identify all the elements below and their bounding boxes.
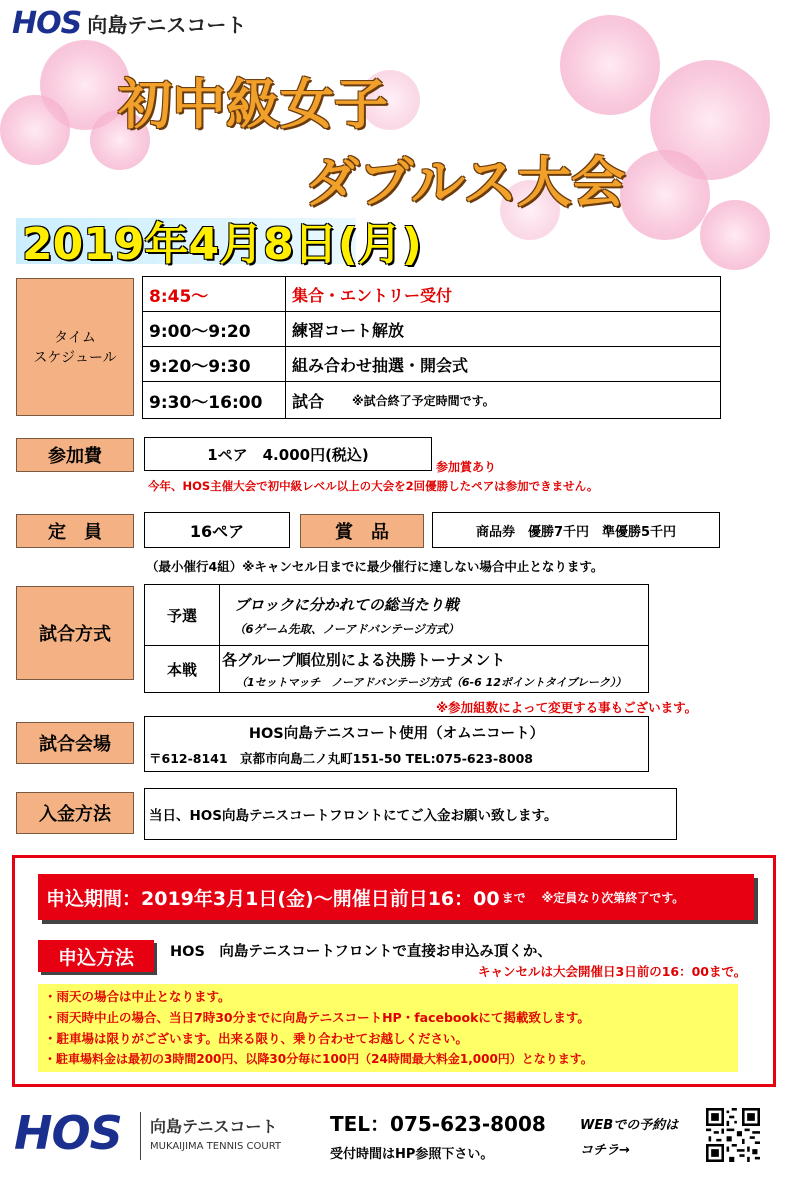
schedule-time-3: 9:20～9:30 bbox=[142, 346, 286, 382]
application-method-label: 申込方法 bbox=[38, 940, 154, 972]
schedule-time-1: 8:45～ bbox=[142, 276, 286, 312]
application-period-banner bbox=[38, 874, 754, 920]
note-item: ・駐車場は限りがございます。出来る限り、乗り合わせてお越しください。 bbox=[44, 1031, 469, 1046]
footer-web-line1: WEBでの予約は bbox=[580, 1118, 679, 1133]
footer-contact bbox=[330, 1108, 546, 1162]
header-venue-name: 向島テニスコート bbox=[87, 13, 247, 37]
header-logo bbox=[12, 6, 246, 41]
format-final-main: 各グループ順位別による決勝トーナメント bbox=[222, 650, 506, 669]
application-cancel-note: キャンセルは大会開催日3日前の16：00まで。 bbox=[478, 964, 747, 979]
title-line2: ダブルス大会 bbox=[305, 151, 626, 214]
fee-label: 参加費 bbox=[16, 438, 134, 472]
format-qual-sub: （6ゲーム先取、ノーアドバンテージ方式） bbox=[234, 621, 460, 636]
footer-hos-logo: HOS bbox=[14, 1106, 122, 1160]
format-label: 試合方式 bbox=[16, 586, 134, 680]
note-item: ・駐車場料金は最初の3時間200円、以降30分毎に100円（24時間最大料金1,000円）となります。 bbox=[44, 1052, 593, 1066]
qr-code-graphic bbox=[706, 1108, 760, 1162]
venue-name: HOS向島テニスコート使用（オムニコート） bbox=[248, 725, 545, 742]
footer-web-line2: コチラ→ bbox=[580, 1143, 630, 1158]
venue-label: 試合会場 bbox=[16, 722, 134, 764]
qr-code-icon[interactable] bbox=[706, 1108, 760, 1162]
prize-value: 商品券 優勝7千円 準優勝5千円 bbox=[432, 512, 720, 548]
footer-hours: 受付時間はHP参照下さい。 bbox=[330, 1147, 494, 1162]
event-date: 2019年4月8日(月) bbox=[22, 219, 422, 270]
note-item: ・雨天時中止の場合、当日7時30分までに向島テニスコートHP・facebookにて掲載致します。 bbox=[44, 1010, 590, 1025]
application-method-text: HOS 向島テニスコートフロントで直接お申込み頂くか、 bbox=[170, 944, 552, 960]
fee-prize-note: 参加賞あり bbox=[436, 460, 497, 474]
format-final-sub: （1セットマッチ ノーアドバンテージ方式（6-6 12ポイントタイブレーク）） bbox=[236, 675, 627, 689]
capacity-label: 定 員 bbox=[16, 514, 134, 548]
schedule-event-4-note: ※試合終了予定時間です。 bbox=[352, 393, 495, 408]
format-note: ※参加組数によって変更する事もございます。 bbox=[436, 700, 698, 715]
prize-label: 賞 品 bbox=[300, 514, 424, 548]
footer-divider bbox=[140, 1112, 141, 1160]
format-qual-label: 予選 bbox=[144, 584, 220, 646]
schedule-time-4: 9:30～16:00 bbox=[142, 381, 286, 419]
footer-venue-jp: 向島テニスコート bbox=[150, 1117, 278, 1136]
footer-web[interactable] bbox=[580, 1114, 678, 1158]
application-period-note: ※定員なり次第終了です。 bbox=[541, 890, 685, 905]
schedule-event-2: 練習コート解放 bbox=[285, 311, 721, 347]
payment-text: 当日、HOS向島テニスコートフロントにてご入金お願い致します。 bbox=[144, 788, 677, 840]
application-period-main: 申込期間：2019年3月1日(金)～開催日前日16：00 bbox=[46, 887, 500, 910]
application-period-suffix: まで bbox=[501, 890, 526, 905]
payment-label: 入金方法 bbox=[16, 792, 134, 834]
format-final-label: 本戦 bbox=[144, 645, 220, 693]
capacity-note: （最小催行4組）※キャンセル日までに最少催行に達しない場合中止となります。 bbox=[146, 559, 604, 574]
schedule-event-4 bbox=[285, 381, 721, 419]
schedule-time-2: 9:00～9:20 bbox=[142, 311, 286, 347]
hos-logo-text: HOS bbox=[12, 6, 82, 41]
title-line1: 初中級女子 bbox=[118, 73, 388, 136]
schedule-event-3: 組み合わせ抽選・開会式 bbox=[285, 346, 721, 382]
schedule-label: タイム スケジュール bbox=[16, 278, 134, 416]
venue-address: 〒612-8141 京都市向島二ノ丸町151-50 TEL:075-623-8008 bbox=[149, 750, 533, 766]
format-qual-main: ブロックに分かれての総当たり戦 bbox=[234, 595, 459, 614]
fee-value: 1ペア 4.000円(税込) bbox=[144, 437, 432, 471]
footer-logo bbox=[14, 1106, 122, 1160]
schedule-event-1: 集合・エントリー受付 bbox=[285, 276, 721, 312]
format-qual-detail bbox=[219, 584, 649, 646]
application-notes bbox=[38, 984, 738, 1072]
capacity-value: 16ペア bbox=[144, 512, 290, 548]
venue-box bbox=[144, 716, 649, 772]
note-item: ・雨天の場合は中止となります。 bbox=[44, 989, 231, 1004]
schedule-event-4-text: 試合 bbox=[292, 391, 325, 411]
fee-rule: 今年、HOS主催大会で初中級レベル以上の大会を2回優勝したペアは参加できません。 bbox=[148, 479, 599, 493]
footer-tel: TEL：075-623-8008 bbox=[330, 1112, 546, 1136]
footer-venue-en: MUKAIJIMA TENNIS COURT bbox=[150, 1141, 282, 1152]
format-final-detail bbox=[219, 645, 649, 693]
footer-venue bbox=[150, 1114, 281, 1152]
